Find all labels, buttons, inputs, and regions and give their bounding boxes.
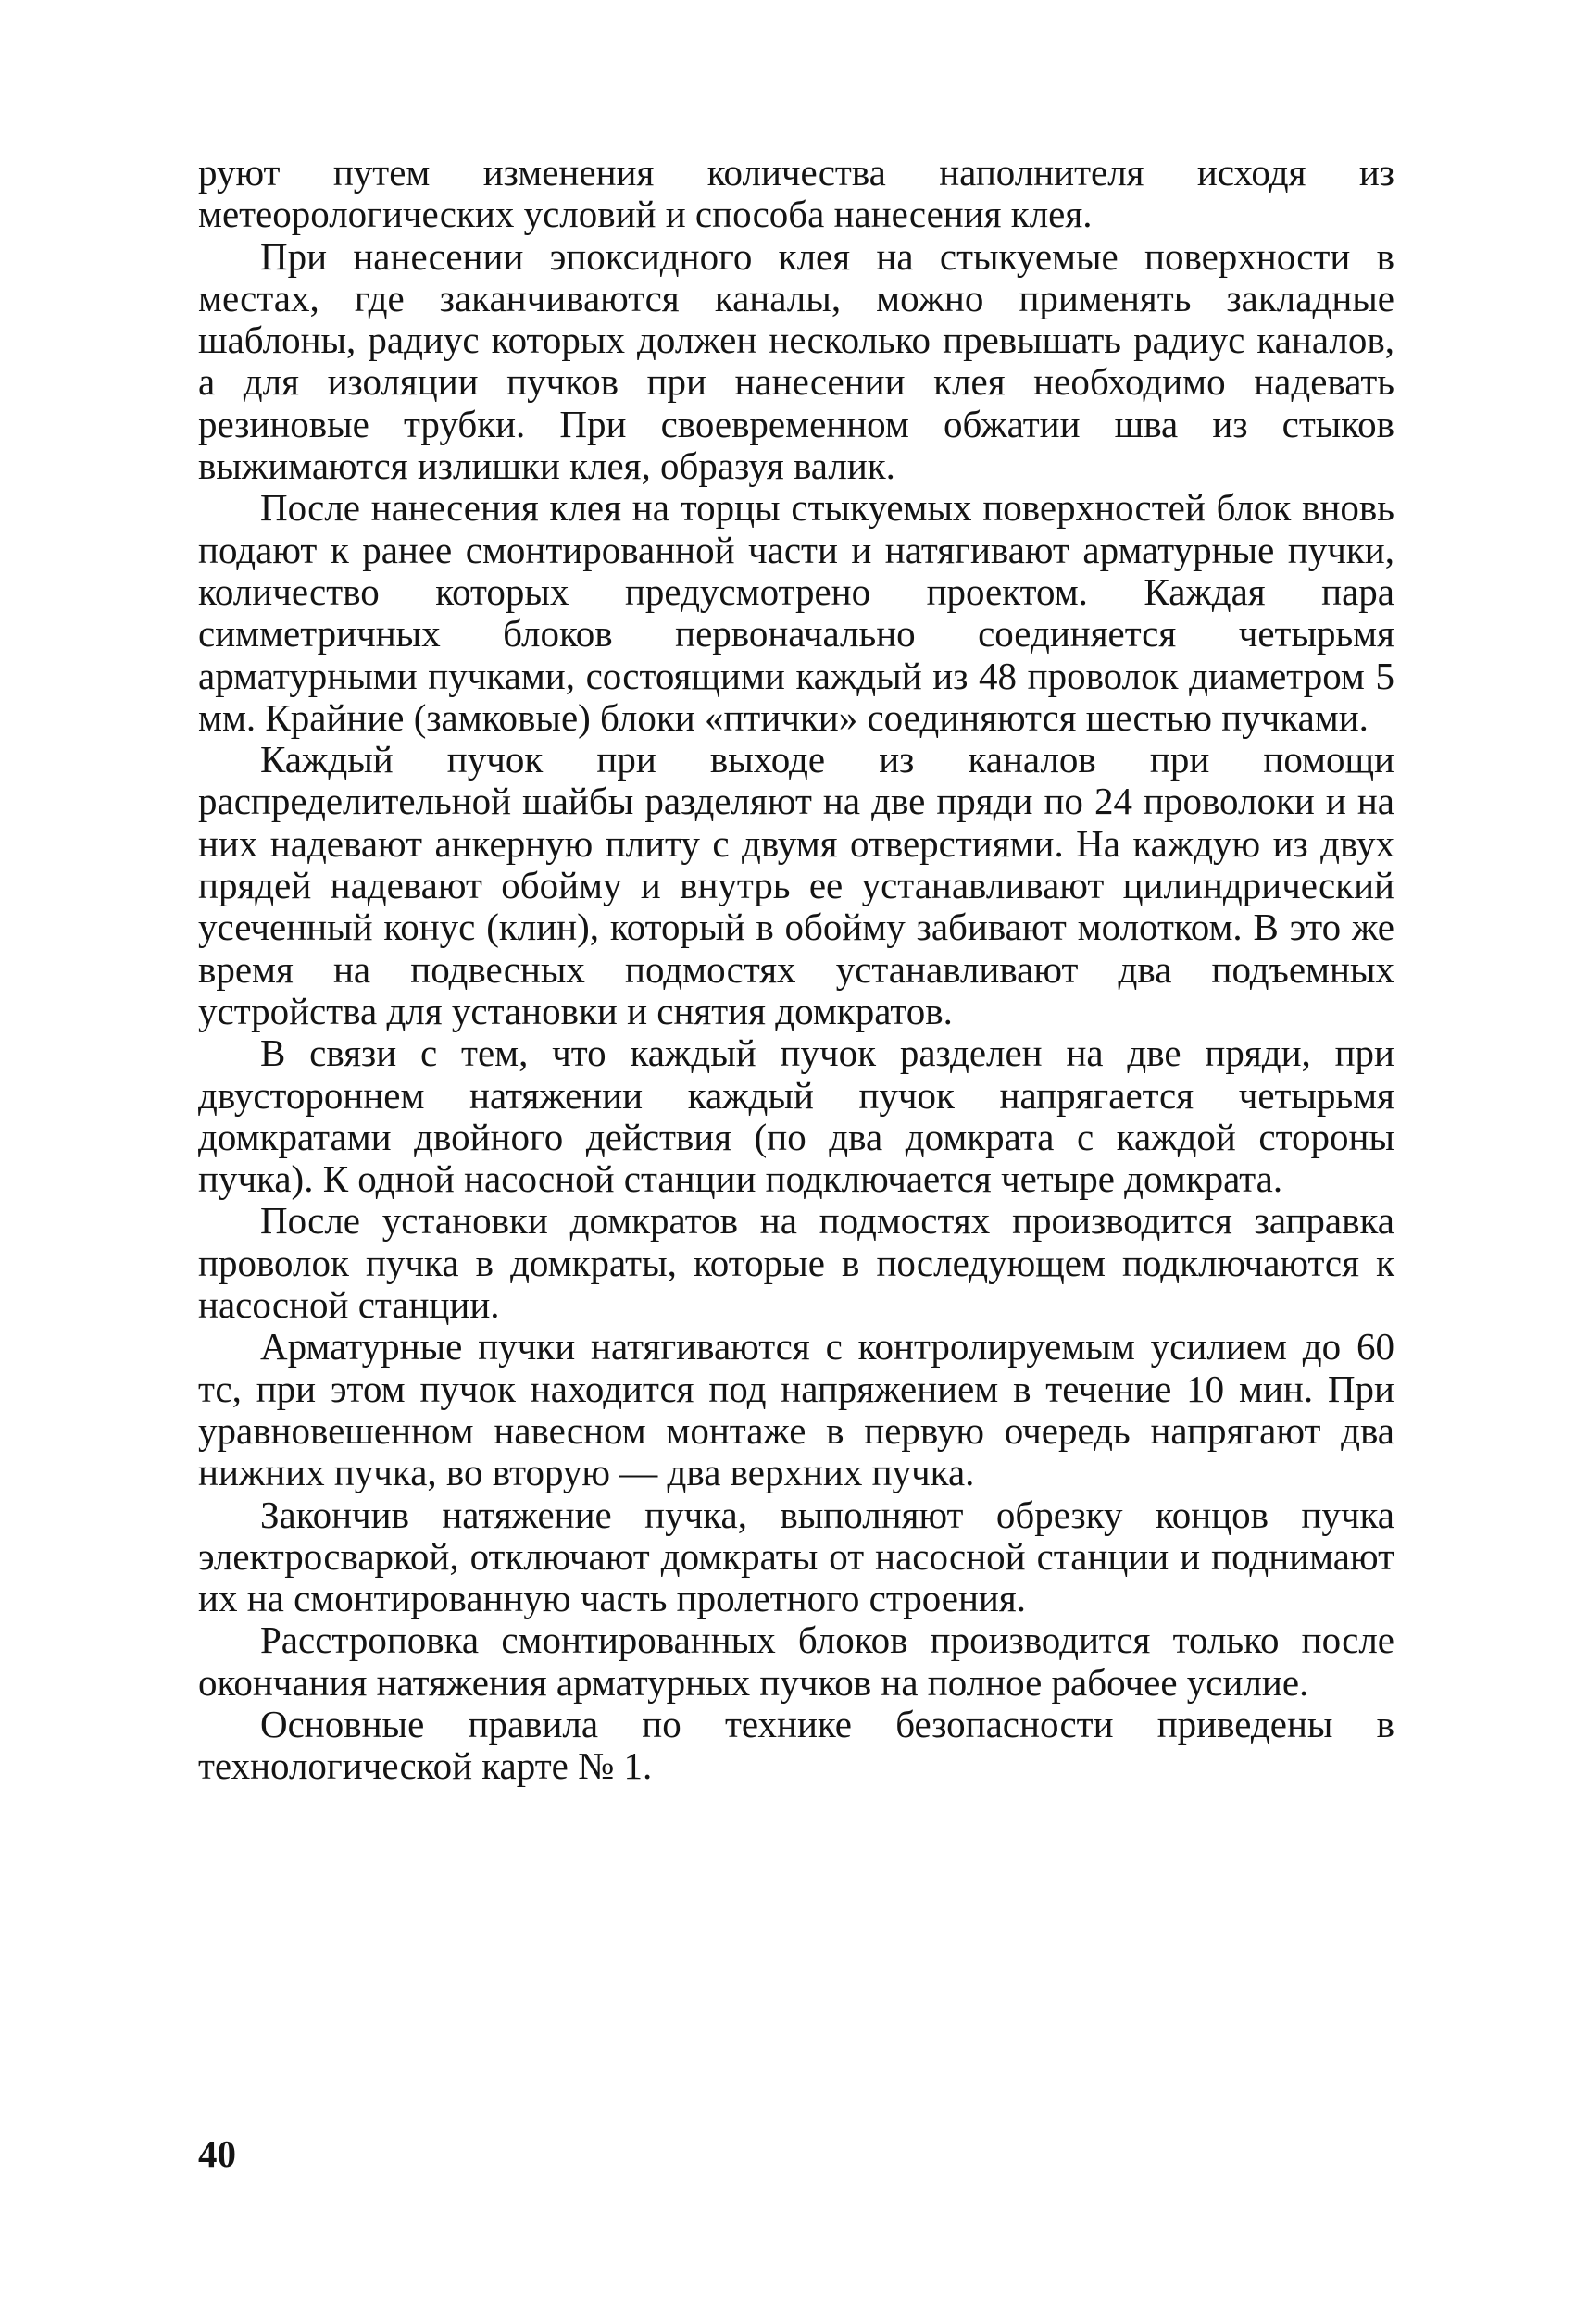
paragraph-7: Арматурные пучки натягиваются с контролируемым усилием до 60 тс, при этом пучок находится под напряжением в течение 10 мин. При уравновешенном навесном монтаже в первую очередь напрягают два нижних пучка, во вторую — два верхних пучка. [198, 1325, 1394, 1494]
paragraph-5: В связи с тем, что каждый пучок разделен на две пряди, при двустороннем натяжении каждый пучок напрягается четырьмя домкратами двойного действия (по два домкрата с каждой стороны пучка). К одной насосной станции подключается четыре домкрата. [198, 1031, 1394, 1201]
paragraph-10: Основные правила по технике безопасности приведены в технологической карте № 1. [198, 1702, 1394, 1788]
paragraph-3: После нанесения клея на торцы стыкуемых поверхностей блок вновь подают к ранее смонтированной части и натягивают арматурные пучки, количество которых предусмотрено проектом. Каждая пара симметричных блоков первоначально соединяется четырьмя арматурными пучками, состоящими каждый из 48 проволок диаметром 5 мм. Крайние (замковые) блоки «птички» соединяются шестью пучками. [198, 486, 1394, 739]
paragraph-4: Каждый пучок при выходе из каналов при помощи распределительной шайбы разделяют на две пряди по 24 проволоки и на них надевают анкерную плиту с двумя отверстиями. На каждую из двух прядей надевают обойму и внутрь ее устанавливают цилиндрический усеченный конус (клин), который в обойму забивают молотком. В это же время на подвесных подмостях устанавливают два подъемных устройства для установки и снятия домкратов. [198, 738, 1394, 1032]
paragraph-1: руют путем изменения количества наполнителя исходя из метеорологических условий и способа нанесения клея. [198, 151, 1394, 236]
paragraph-2: При нанесении эпоксидного клея на стыкуемые поверхности в местах, где заканчиваются каналы, можно применять закладные шаблоны, радиус которых должен несколько превышать радиус каналов, а для изоляции пучков при нанесении клея необходимо надевать резиновые трубки. При своевременном обжатии шва из стыков выжимаются излишки клея, образуя валик. [198, 234, 1394, 488]
page-number: 40 [198, 2132, 236, 2175]
paragraph-9: Расстроповка смонтированных блоков производится только после окончания натяжения арматурных пучков на полное рабочее усилие. [198, 1618, 1394, 1704]
paragraph-6: После установки домкратов на подмостях производится заправка проволок пучка в домкраты, которые в последующем подключаются к насосной станции. [198, 1199, 1394, 1327]
body-text [198, 152, 1394, 1788]
paragraph-8: Закончив натяжение пучка, выполняют обрезку концов пучка электросваркой, отключают домкраты от насосной станции и поднимают их на смонтированную часть пролетного строения. [198, 1493, 1394, 1620]
